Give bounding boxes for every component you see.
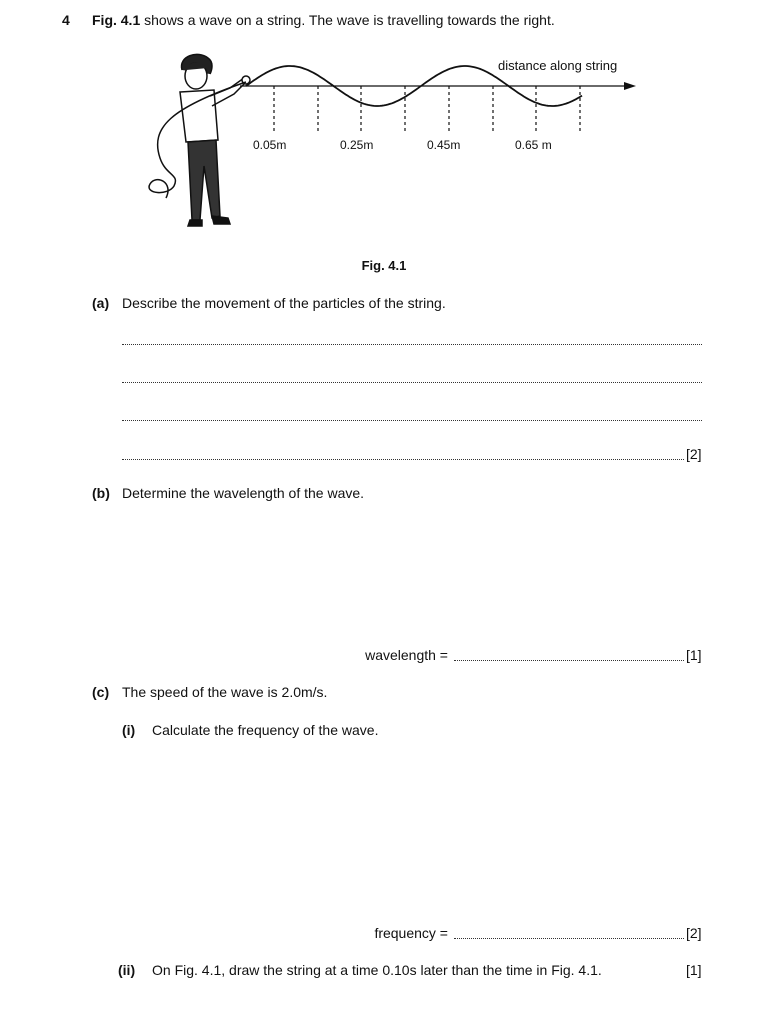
part-a-label: (a) <box>92 295 110 311</box>
part-c-text: The speed of the wave is 2.0m/s. <box>122 684 328 700</box>
wave-figure <box>130 48 650 238</box>
part-a-marks: [2] <box>686 446 702 462</box>
part-c-ii-label: (ii) <box>118 962 136 978</box>
fig-reference: Fig. 4.1 <box>92 12 141 28</box>
part-c-i-label: (i) <box>122 722 136 738</box>
tick-markers <box>274 86 580 132</box>
tick-label-4: 0.65 m <box>515 138 552 152</box>
part-c-i-text: Calculate the frequency of the wave. <box>152 722 379 738</box>
question-intro <box>92 12 555 28</box>
frequency-answer-line[interactable] <box>454 938 684 939</box>
wavelength-answer-line[interactable] <box>454 660 684 661</box>
part-a-text: Describe the movement of the particles of the string. <box>122 295 446 311</box>
part-b-text: Determine the wavelength of the wave. <box>122 485 365 501</box>
part-b-label: (b) <box>92 485 110 501</box>
axis-label: distance along string <box>498 58 618 73</box>
part-c-ii-marks: [1] <box>686 962 702 978</box>
answer-line-a1[interactable] <box>122 344 702 345</box>
tick-label-2: 0.25m <box>340 138 374 152</box>
part-b-marks: [1] <box>686 647 702 663</box>
part-c-label: (c) <box>92 684 110 700</box>
frequency-label: frequency = <box>374 925 448 941</box>
answer-line-a4[interactable] <box>122 459 684 460</box>
intro-text: shows a wave on a string. The wave is travelling towards the right. <box>140 12 555 28</box>
answer-line-a2[interactable] <box>122 382 702 383</box>
tick-label-1: 0.05m <box>253 138 287 152</box>
axis-arrowhead <box>624 82 636 90</box>
answer-line-a3[interactable] <box>122 420 702 421</box>
question-number: 4 <box>62 12 70 28</box>
wavelength-label: wavelength = <box>365 647 448 663</box>
person-illustration <box>149 54 250 226</box>
figure-caption: Fig. 4.1 <box>361 258 407 273</box>
part-c-ii-text: On Fig. 4.1, draw the string at a time 0.10s later than the time in Fig. 4.1. <box>152 962 602 978</box>
part-c-i-marks: [2] <box>686 925 702 941</box>
tick-label-3: 0.45m <box>427 138 461 152</box>
